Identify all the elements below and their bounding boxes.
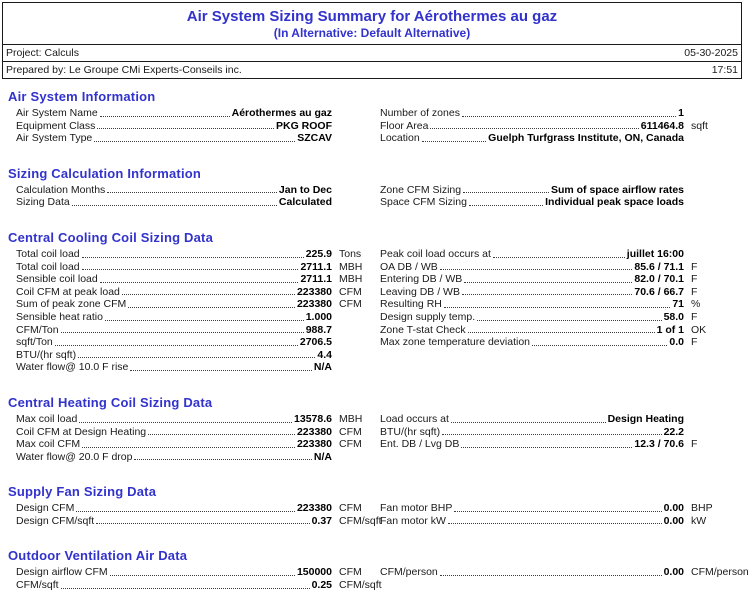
dot-leader — [440, 566, 662, 576]
row-value: 12.3 / 70.6 — [634, 438, 684, 451]
row-label: Air System Type — [16, 132, 93, 145]
prepared-by-row — [3, 61, 741, 78]
data-row — [16, 361, 378, 374]
data-row — [16, 248, 378, 261]
row-value: 0.00 — [663, 502, 684, 515]
row-label: Entering DB / WB — [380, 273, 463, 286]
row-value: 1 — [678, 107, 684, 119]
row-flex — [380, 132, 684, 145]
row-unit: % — [691, 298, 701, 311]
row-flex — [16, 273, 332, 286]
row-value: 4.4 — [317, 348, 332, 361]
row-value: 58.0 — [663, 310, 684, 323]
row-flex — [380, 515, 684, 528]
data-row — [16, 349, 378, 362]
row-unit — [332, 120, 378, 133]
row-unit: Tons — [339, 247, 362, 260]
row-unit: MBH — [339, 412, 363, 425]
row-value: Aérothermes au gaz — [231, 107, 332, 119]
dot-leader — [148, 426, 295, 436]
row-value: Guelph Turfgrass Institute, ON, Canada — [488, 132, 684, 145]
row-unit: MBH — [339, 273, 363, 286]
row-label: Floor Area — [380, 119, 429, 132]
row-value: 1 of 1 — [656, 323, 684, 336]
data-row — [16, 413, 378, 426]
left-column — [16, 184, 378, 209]
right-column — [380, 502, 744, 527]
prepared-by-label: Prepared by: Le Groupe CMi Experts-Conseils inc. — [6, 64, 242, 76]
dot-leader — [61, 324, 304, 334]
dot-leader — [462, 286, 632, 296]
row-label: Number of zones — [380, 107, 460, 119]
left-column — [16, 502, 382, 527]
project-label: Project: Calculs — [6, 47, 79, 59]
row-flex — [380, 311, 684, 324]
row-label: Water flow@ 10.0 F rise — [16, 361, 129, 374]
dot-leader — [532, 336, 667, 346]
report-date: 05-30-2025 — [684, 47, 738, 59]
data-row — [16, 336, 378, 349]
section-columns — [0, 248, 744, 374]
row-label: OA DB / WB — [380, 260, 438, 273]
data-row — [380, 438, 744, 451]
row-value: 22.2 — [663, 425, 684, 438]
dot-leader — [477, 311, 661, 321]
row-flex — [16, 298, 332, 311]
data-row — [380, 336, 744, 349]
row-flex — [380, 413, 684, 426]
report-header — [2, 2, 742, 79]
dot-leader — [61, 579, 310, 589]
row-flex — [16, 324, 332, 337]
dot-leader — [110, 566, 295, 576]
section-air-system-information — [0, 89, 744, 145]
row-value: 225.9 — [305, 247, 332, 260]
row-unit: CFM/person — [691, 566, 749, 579]
row-flex — [380, 298, 684, 311]
right-column — [380, 184, 744, 209]
row-flex — [16, 438, 332, 451]
dot-leader — [72, 196, 277, 206]
row-unit: MBH — [339, 260, 363, 273]
row-flex — [380, 286, 684, 299]
report-time: 17:51 — [711, 64, 738, 76]
row-label: Coil CFM at Design Heating — [16, 425, 147, 438]
row-flex — [16, 184, 332, 197]
row-label: Total coil load — [16, 247, 80, 260]
row-label: Zone CFM Sizing — [380, 183, 462, 196]
row-flex — [16, 286, 332, 299]
data-row — [16, 566, 378, 579]
row-flex — [380, 261, 684, 274]
row-label: Equipment Class — [16, 119, 96, 132]
data-row — [16, 426, 378, 439]
row-value: juillet 16:00 — [626, 247, 684, 260]
row-unit: OK — [691, 323, 707, 336]
row-value: 223380 — [296, 285, 332, 298]
row-flex — [16, 566, 332, 579]
row-label: Max coil CFM — [16, 438, 81, 451]
row-label: Coil CFM at peak load — [16, 285, 120, 298]
row-unit: kW — [691, 514, 707, 527]
data-row — [380, 566, 749, 579]
row-label: CFM/sqft — [16, 579, 59, 592]
dot-leader — [464, 273, 632, 283]
row-value: 150000 — [296, 566, 332, 579]
row-unit — [332, 196, 378, 209]
dot-leader — [82, 438, 295, 448]
row-value: Sum of space airflow rates — [550, 183, 684, 196]
row-flex — [16, 261, 332, 274]
row-unit — [332, 451, 378, 464]
row-value: 0.25 — [311, 579, 332, 592]
row-value: 988.7 — [305, 323, 332, 336]
row-unit — [684, 248, 744, 261]
dot-leader — [463, 184, 549, 194]
row-value: Jan to Dec — [278, 183, 332, 196]
data-row — [16, 196, 378, 209]
row-label: Leaving DB / WB — [380, 285, 460, 298]
row-value: 0.00 — [663, 566, 684, 579]
row-label: BTU/(hr sqft) — [380, 425, 441, 438]
data-row — [16, 579, 382, 592]
right-column — [380, 566, 749, 591]
row-flex — [16, 515, 332, 528]
row-label: sqft/Ton — [16, 336, 53, 349]
data-row — [380, 196, 744, 209]
row-unit — [332, 132, 378, 145]
row-flex — [380, 107, 684, 120]
project-row — [3, 44, 741, 61]
section-supply-fan-sizing-data — [0, 484, 744, 527]
row-label: Total coil load — [16, 260, 80, 273]
row-unit — [332, 311, 378, 324]
row-value: 1.000 — [305, 310, 332, 323]
report-body — [0, 79, 749, 592]
dot-leader — [451, 413, 606, 423]
row-label: Water flow@ 20.0 F drop — [16, 450, 133, 463]
row-flex — [380, 184, 684, 197]
data-row — [380, 273, 744, 286]
dot-leader — [430, 120, 638, 130]
row-flex — [380, 502, 684, 515]
dot-leader — [462, 107, 676, 117]
row-flex — [380, 324, 684, 337]
row-flex — [380, 336, 684, 349]
row-unit — [332, 336, 378, 349]
data-row — [380, 184, 744, 197]
row-unit: CFM — [339, 438, 362, 451]
right-column — [380, 107, 744, 145]
row-value: 13578.6 — [294, 412, 332, 425]
row-unit: F — [691, 273, 698, 286]
row-label: Fan motor BHP — [380, 502, 453, 515]
row-flex — [16, 196, 332, 209]
row-flex — [16, 248, 332, 261]
row-value: 0.0 — [669, 336, 684, 349]
row-unit: BHP — [691, 502, 713, 515]
row-label: Sensible coil load — [16, 273, 98, 286]
report-page — [0, 2, 749, 592]
data-row — [16, 514, 382, 528]
data-row — [16, 120, 378, 133]
dot-leader — [79, 413, 292, 423]
left-column — [16, 248, 378, 374]
dot-leader — [105, 311, 304, 321]
row-unit — [684, 426, 744, 439]
left-column — [16, 413, 378, 463]
row-label: Design airflow CFM — [16, 566, 108, 579]
row-label: Air System Name — [16, 107, 98, 119]
row-unit — [332, 107, 378, 120]
data-row — [16, 502, 378, 515]
section-heading: Outdoor Ventilation Air Data — [8, 548, 188, 564]
row-label: Sensible heat ratio — [16, 310, 103, 323]
dot-leader — [422, 132, 486, 142]
row-label: Location — [380, 132, 420, 145]
section-sizing-calculation-information — [0, 166, 744, 209]
row-value: Calculated — [278, 196, 332, 209]
row-flex — [16, 451, 332, 464]
section-heading: Air System Information — [8, 89, 156, 104]
row-flex — [16, 349, 332, 362]
dot-leader — [444, 298, 670, 308]
data-row — [16, 311, 378, 324]
row-value: Design Heating — [607, 412, 684, 425]
section-columns — [0, 107, 744, 145]
row-value: 2706.5 — [299, 336, 332, 349]
data-row — [380, 413, 744, 426]
dot-leader — [469, 196, 543, 206]
dot-leader — [448, 515, 662, 525]
row-label: Calculation Months — [16, 183, 106, 196]
row-value: 71 — [672, 298, 684, 311]
data-row — [16, 273, 378, 286]
row-label: Load occurs at — [380, 412, 449, 425]
data-row — [380, 515, 744, 528]
row-value: 2711.1 — [300, 260, 332, 273]
right-column — [380, 413, 744, 463]
row-value: 0.00 — [663, 514, 684, 527]
row-flex — [16, 426, 332, 439]
left-column — [16, 566, 382, 592]
data-row — [380, 426, 744, 439]
dot-leader — [107, 184, 277, 194]
dot-leader — [55, 336, 298, 346]
row-label: Space CFM Sizing — [380, 196, 467, 209]
data-row — [16, 298, 378, 311]
row-label: Resulting RH — [380, 298, 442, 311]
row-unit — [684, 184, 744, 197]
dot-leader — [94, 132, 295, 142]
data-row — [380, 324, 744, 337]
left-column — [16, 107, 378, 145]
report-title: Air System Sizing Summary for Aérothermes au gaz — [186, 8, 558, 25]
row-flex — [16, 579, 332, 592]
row-value: SZCAV — [297, 132, 332, 145]
row-flex — [16, 413, 332, 426]
row-flex — [380, 426, 684, 439]
row-unit — [332, 349, 378, 362]
row-flex — [16, 502, 332, 515]
row-unit — [684, 196, 744, 209]
row-flex — [380, 273, 684, 286]
data-row — [16, 107, 378, 120]
dot-leader — [78, 349, 315, 359]
dot-leader — [97, 120, 274, 130]
row-flex — [16, 311, 332, 324]
row-value: 611464.8 — [640, 119, 684, 132]
right-column — [380, 248, 744, 374]
row-value: 0.37 — [311, 514, 332, 527]
section-heading: Sizing Calculation Information — [8, 165, 202, 181]
row-unit: F — [691, 310, 698, 323]
row-unit: CFM — [339, 425, 362, 438]
row-flex — [16, 361, 332, 374]
report-title-block — [3, 3, 741, 44]
data-row — [380, 286, 744, 299]
dot-leader — [100, 107, 230, 117]
dot-leader — [442, 426, 661, 436]
row-unit: F — [691, 285, 698, 298]
data-row — [380, 120, 744, 133]
dot-leader — [440, 261, 633, 271]
section-outdoor-ventilation-air-data — [0, 548, 749, 592]
row-value: N/A — [313, 450, 332, 463]
row-unit — [684, 107, 744, 120]
section-columns — [0, 184, 744, 209]
data-row — [16, 324, 378, 337]
row-label: Design CFM/sqft — [16, 514, 95, 527]
row-unit: CFM/sqft — [339, 514, 382, 527]
row-unit: CFM/sqft — [339, 579, 382, 592]
dot-leader — [493, 248, 625, 258]
row-unit — [684, 413, 744, 426]
row-label: Fan motor kW — [380, 514, 446, 527]
row-unit: F — [691, 260, 698, 273]
row-value: 70.6 / 66.7 — [634, 285, 684, 298]
report-subtitle: (In Alternative: Default Alternative) — [273, 26, 471, 40]
row-flex — [380, 566, 684, 579]
row-label: Peak coil load occurs at — [380, 247, 491, 260]
row-unit: CFM — [339, 502, 362, 515]
row-value: PKG ROOF — [275, 119, 332, 132]
data-row — [16, 451, 378, 464]
row-unit: CFM — [339, 298, 362, 311]
dot-leader — [468, 324, 655, 334]
row-value: 223380 — [296, 438, 332, 451]
dot-leader — [82, 248, 304, 258]
data-row — [380, 107, 744, 120]
row-flex — [16, 336, 332, 349]
row-label: Sizing Data — [16, 196, 70, 209]
row-value: Individual peak space loads — [545, 196, 684, 209]
row-unit: CFM — [339, 566, 362, 579]
data-row — [16, 184, 378, 197]
dot-leader — [130, 361, 312, 371]
row-flex — [16, 107, 332, 120]
row-flex — [16, 120, 332, 133]
data-row — [380, 261, 744, 274]
dot-leader — [128, 298, 295, 308]
row-unit — [684, 132, 744, 145]
data-row — [380, 132, 744, 145]
row-value: 85.6 / 71.1 — [634, 260, 684, 273]
row-label: Max zone temperature deviation — [380, 336, 530, 349]
row-value: 2711.1 — [300, 273, 332, 286]
row-unit — [332, 184, 378, 197]
data-row — [16, 132, 378, 145]
row-unit: F — [691, 438, 698, 451]
section-central-cooling-coil-sizing-data — [0, 230, 744, 374]
data-row — [16, 286, 378, 299]
row-label: Ent. DB / Lvg DB — [380, 438, 460, 451]
data-row — [380, 502, 744, 515]
section-columns — [0, 502, 744, 527]
row-value: 223380 — [296, 298, 332, 311]
row-unit: CFM — [339, 285, 362, 298]
section-columns — [0, 566, 749, 592]
dot-leader — [122, 286, 295, 296]
row-flex — [380, 248, 684, 261]
dot-leader — [454, 502, 661, 512]
row-label: Design CFM — [16, 502, 75, 515]
dot-leader — [134, 451, 311, 461]
data-row — [16, 261, 378, 274]
row-label: BTU/(hr sqft) — [16, 348, 77, 361]
data-row — [380, 298, 744, 311]
row-flex — [380, 120, 684, 133]
section-heading: Central Heating Coil Sizing Data — [8, 394, 213, 410]
dot-leader — [96, 515, 309, 525]
row-unit: sqft — [691, 119, 708, 132]
section-heading: Supply Fan Sizing Data — [8, 484, 157, 500]
row-flex — [380, 438, 684, 451]
row-value: 223380 — [296, 425, 332, 438]
row-label: CFM/person — [380, 566, 438, 579]
row-flex — [380, 196, 684, 209]
data-row — [380, 248, 744, 261]
row-label: Design supply temp. — [380, 310, 476, 323]
row-value: 82.0 / 70.1 — [634, 273, 684, 286]
dot-leader — [76, 502, 295, 512]
section-columns — [0, 413, 744, 463]
section-heading: Central Cooling Coil Sizing Data — [8, 229, 214, 245]
row-unit: F — [691, 336, 698, 349]
data-row — [16, 438, 378, 451]
row-value: 223380 — [296, 502, 332, 515]
dot-leader — [82, 261, 299, 271]
row-unit — [332, 361, 378, 374]
row-label: CFM/Ton — [16, 323, 59, 336]
row-label: Max coil load — [16, 412, 78, 425]
dot-leader — [461, 438, 632, 448]
row-label: Sum of peak zone CFM — [16, 298, 127, 311]
section-central-heating-coil-sizing-data — [0, 395, 744, 463]
data-row — [380, 311, 744, 324]
row-label: Zone T-stat Check — [380, 323, 466, 336]
dot-leader — [100, 273, 299, 283]
row-value: N/A — [313, 361, 332, 374]
row-flex — [16, 132, 332, 145]
row-unit — [332, 324, 378, 337]
